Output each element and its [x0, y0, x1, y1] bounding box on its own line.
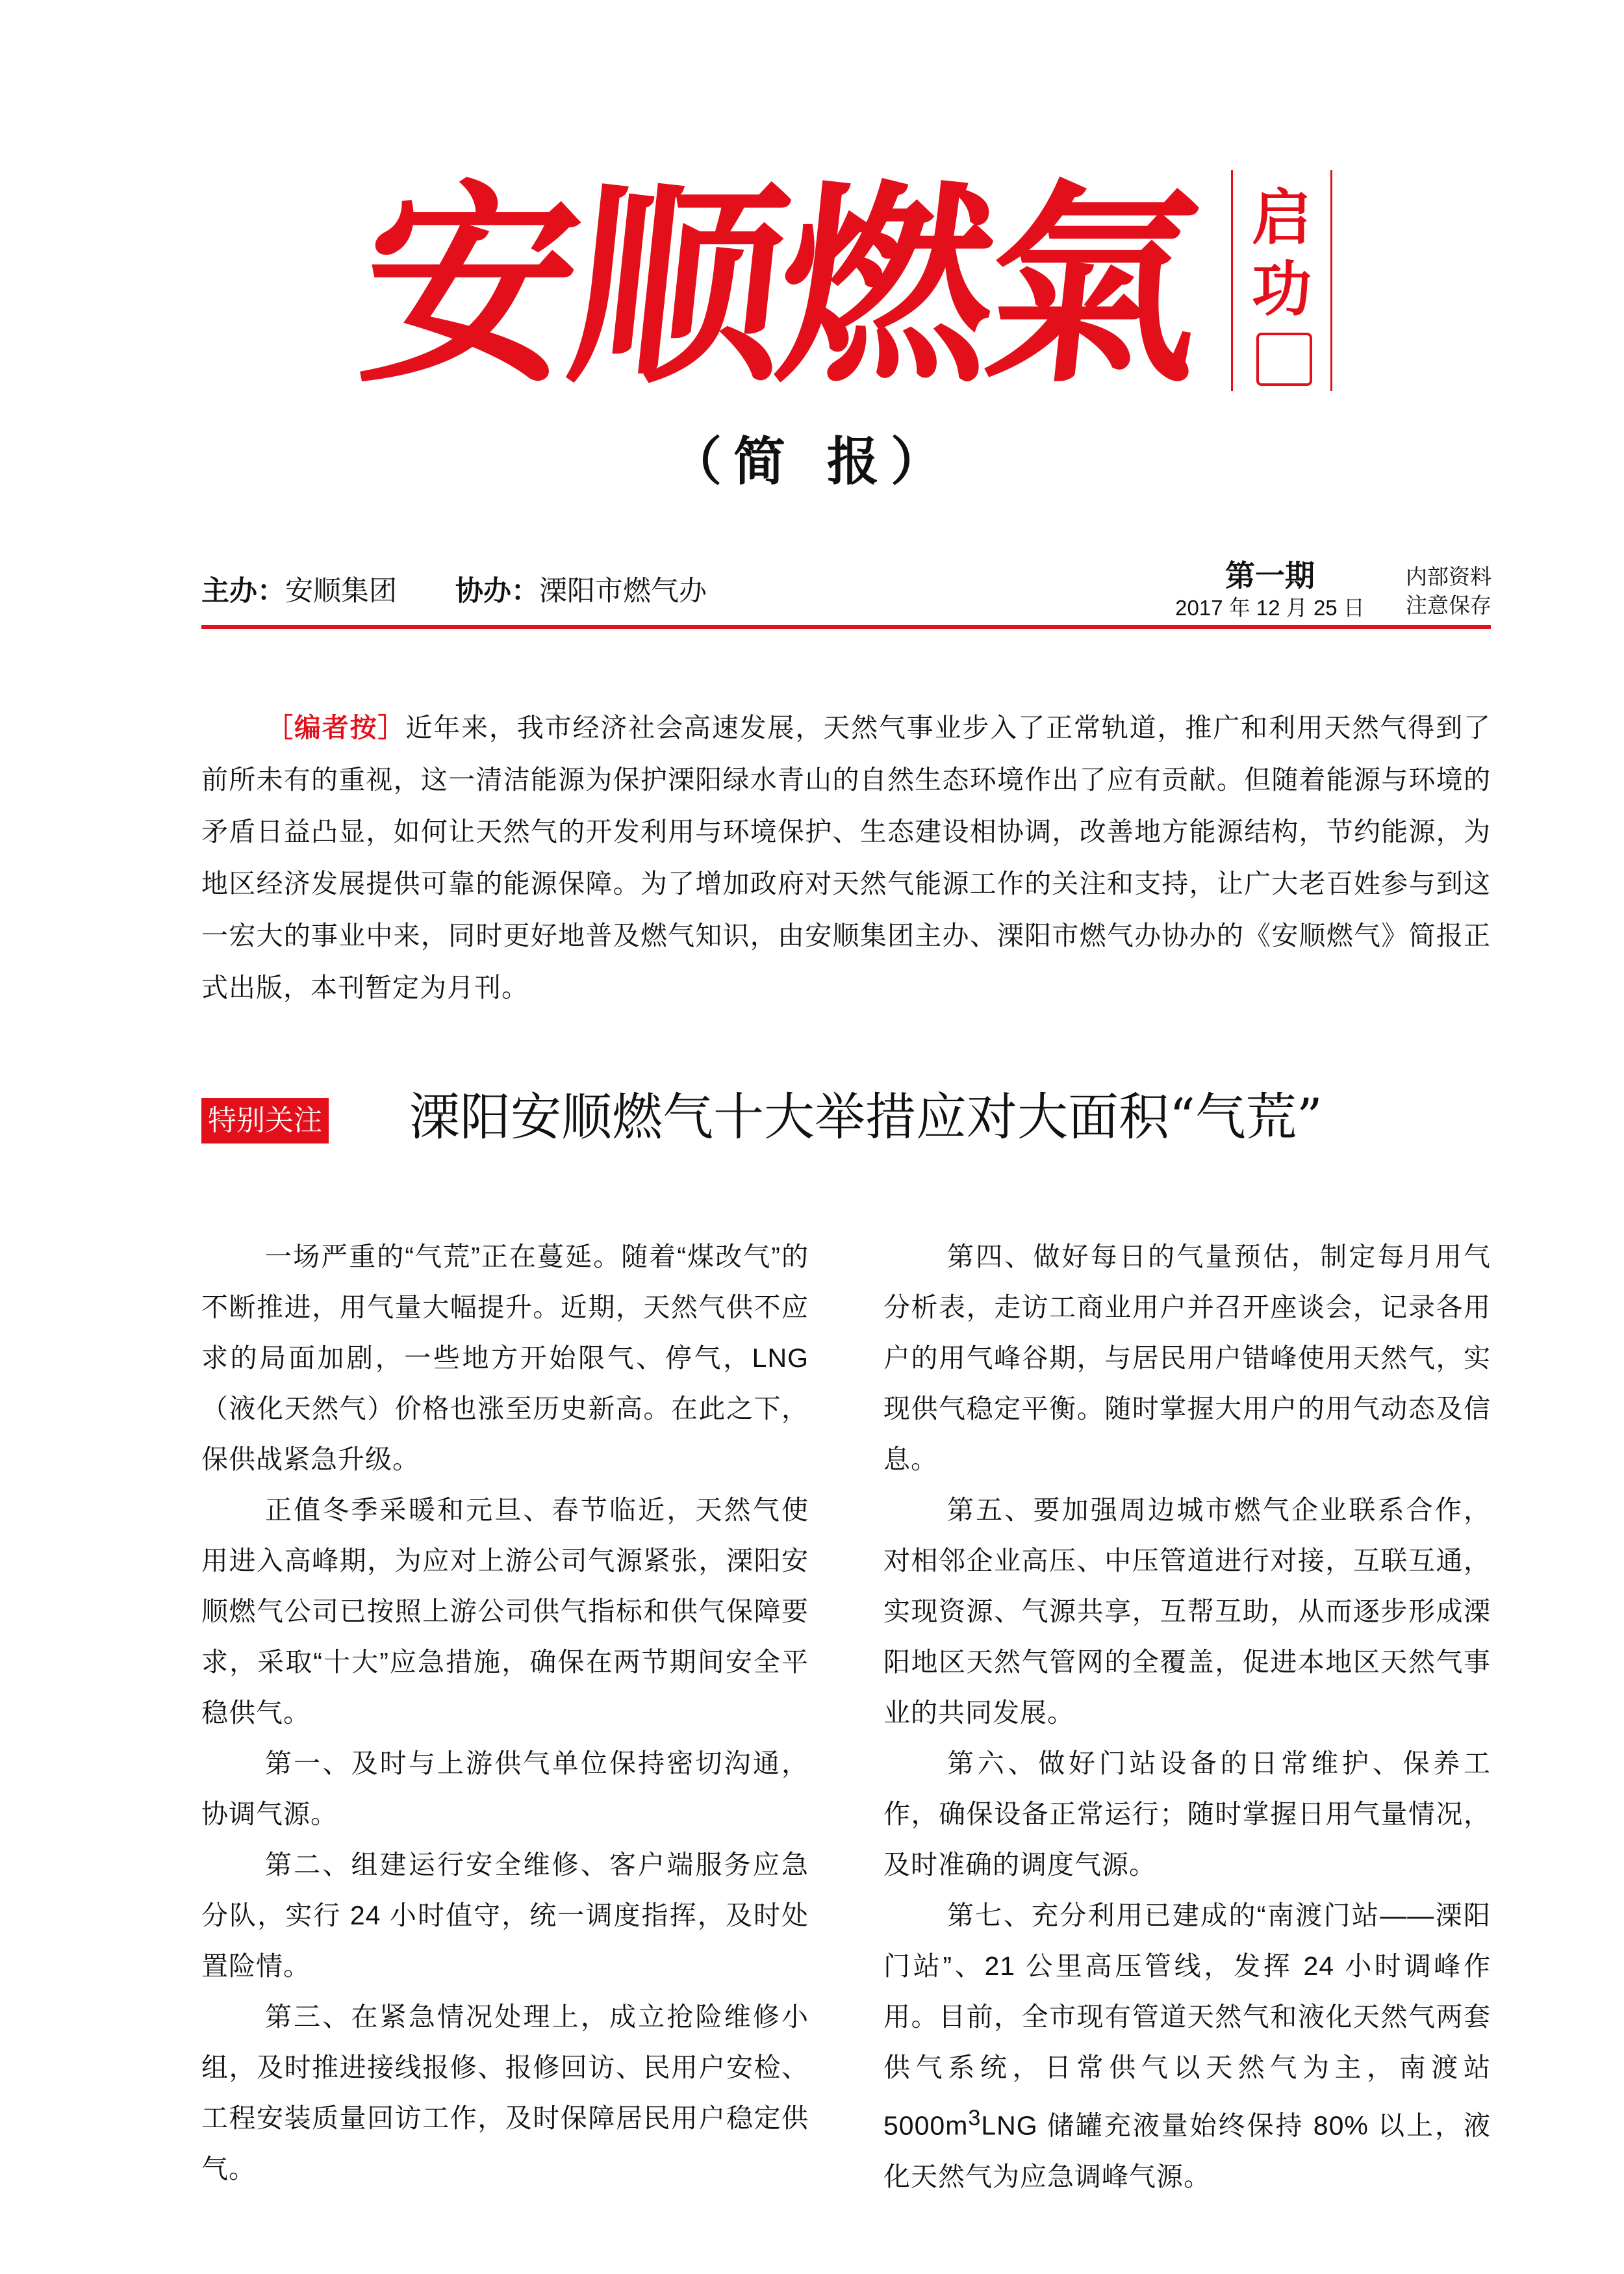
publisher-line: [201, 572, 707, 611]
article-headline: 溧阳安顺燃气十大举措应对大面积“气荒”: [409, 1088, 1323, 1147]
paragraph: 正值冬季采暖和元旦、春节临近，天然气使用进入高峰期，为应对上游公司气源紧张，溧阳安顺燃气公司已按照上游公司供气指标和供气保障要求，采取“十大”应急措施，确保在两节期间安全平稳供气。: [201, 1495, 809, 1728]
issue-info: [1163, 557, 1377, 622]
paragraph-text: LNG 储罐充液量始终保持 80% 以上，液化天然气为应急调峰气源。: [883, 2110, 1491, 2191]
issue-date: 2017 年 12 月 25 日: [1175, 596, 1365, 620]
header-divider: [201, 625, 1491, 629]
paragraph: 第五、要加强周边城市燃气企业联系合作，对相邻企业高压、中压管道进行对接，互联互通，实现资源、气源共享，互帮互助，从而逐步形成溧阳地区天然气管网的全覆盖，促进本地区天然气事业的共同发展。: [883, 1495, 1491, 1728]
paragraph: 第三、在紧急情况处理上，成立抢险维修小组，及时推进接线报修、报修回访、民用户安检、工程安装质量回访工作，及时保障居民用户稳定供气。: [201, 2002, 809, 2184]
editor-note-tag: ［编者按］: [266, 712, 406, 743]
host-label: 主办：: [201, 576, 285, 607]
paragraph-text: 第七、充分利用已建成的“南渡门站——溧阳门站”、21 公里高压管线，发挥 24 小时调峰作用。目前，全市现有管道天然气和液化天然气两套供气系统，日常供气以天然气为主，南渡站 5000m: [883, 1900, 1491, 2141]
seal-stamp-icon: [1256, 333, 1312, 386]
issue-number: 第一期: [1225, 559, 1315, 593]
inscription-signature: 启功: [1251, 183, 1312, 324]
article-column-right: [883, 1231, 1491, 2202]
masthead-title: 安顺燃氣: [350, 160, 1209, 412]
paragraph: 第一、及时与上游供气单位保持密切沟通，协调气源。: [201, 1748, 809, 1829]
paragraph: 第二、组建运行安全维修、客户端服务应急分队，实行 24 小时值守，统一调度指挥，及时处置险情。: [201, 1850, 809, 1981]
superscript: 3: [968, 2106, 982, 2130]
co-host-label: 协办：: [455, 576, 539, 607]
editor-note-text: 近年来，我市经济社会高速发展，天然气事业步入了正常轨道，推广和利用天然气得到了前所未有的重视，这一清洁能源为保护溧阳绿水青山的自然生态环境作出了应有贡献。但随着能源与环境的矛盾日益凸显，如何让天然气的开发利用与环境保护、生态建设相协调，改善地方能源结构，节约能源，为地区经济发展提供可靠的能源保障。为了增加政府对天然气能源工作的关注和支持，让广大老百姓参与到这一宏大的事业中来，同时更好地普及燃气知识，由安顺集团主办、溧阳市燃气办协办的《安顺燃气》简报正式出版，本刊暂定为月刊。: [201, 712, 1491, 1003]
paragraph-last: [883, 1890, 1491, 2202]
section-badge: 特别关注: [201, 1098, 329, 1143]
editor-note: [201, 702, 1491, 1014]
co-host-name: 溧阳市燃气办: [539, 576, 707, 607]
calligraphy-inscription: [1231, 170, 1332, 391]
paragraph: 第六、做好门站设备的日常维护、保养工作，确保设备正常运行；随时掌握日用气量情况，及时准确的调度气源。: [883, 1748, 1491, 1880]
subtitle: （简 报）: [670, 431, 954, 492]
internal-notice: [1397, 563, 1501, 620]
host-name: 安顺集团: [285, 576, 397, 607]
internal-line-2: 注意保存: [1406, 593, 1491, 617]
article-column-left: [201, 1231, 809, 2194]
internal-line-1: 内部资料: [1406, 565, 1491, 589]
paragraph: 第四、做好每日的气量预估，制定每月用气分析表，走访工商业用户并召开座谈会，记录各用户的用气峰谷期，与居民用户错峰使用天然气，实现供气稳定平衡。随时掌握大用户的用气动态及信息。: [883, 1242, 1491, 1474]
paragraph: 一场严重的“气荒”正在蔓延。随着“煤改气”的不断推进，用气量大幅提升。近期，天然气供不应求的局面加剧，一些地方开始限气、停气，LNG（液化天然气）价格也涨至历史新高。在此之下，保供战紧急升级。: [201, 1242, 809, 1474]
